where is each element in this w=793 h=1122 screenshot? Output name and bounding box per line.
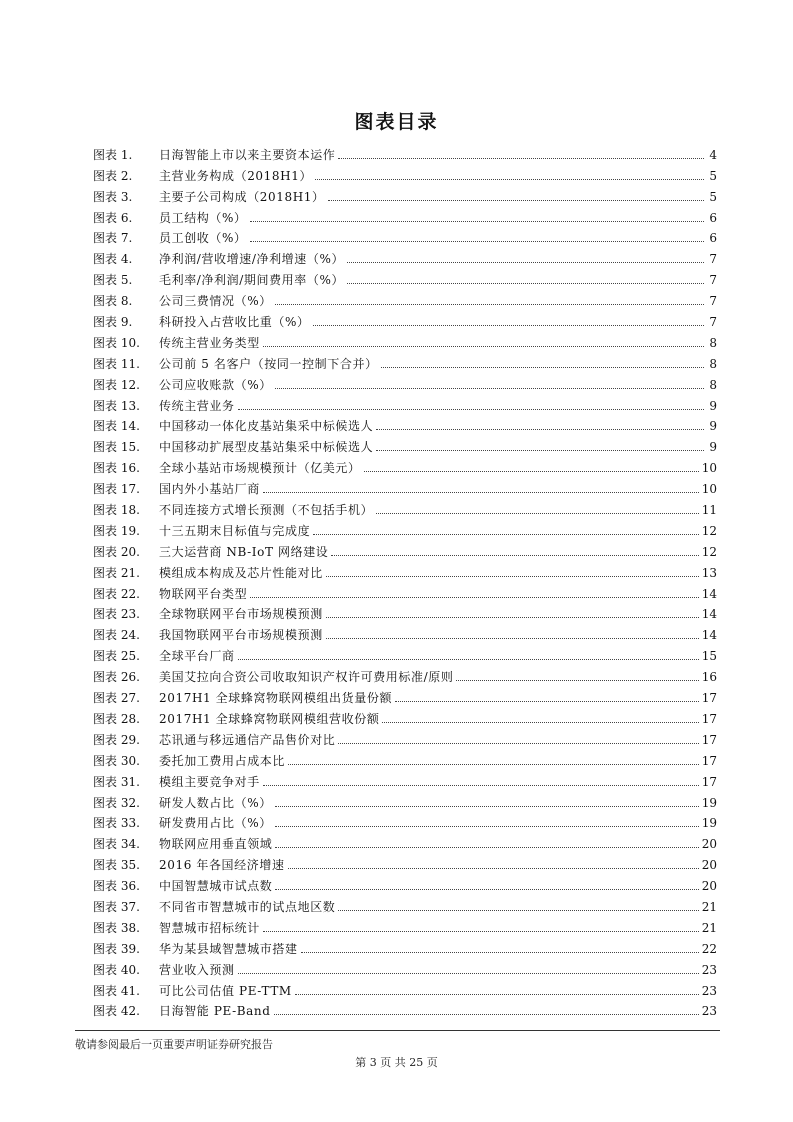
toc-entry[interactable] [93,956,717,977]
toc-entry[interactable] [93,684,717,705]
page-title: 图表目录 [354,111,439,133]
toc-entry-page: 19 [701,795,717,810]
toc-entry[interactable] [93,705,717,726]
toc-entry-page: 20 [701,879,717,894]
toc-entry-label: 图表 18. [93,503,140,518]
toc-entry-leader [326,638,699,639]
toc-entry-label: 图表 11. [93,356,140,371]
toc-entry-title: 公司应收账款（%） [159,377,272,392]
toc-entry-title: 传统主营业务 [159,398,235,413]
toc-entry-leader [275,304,704,305]
toc-entry-label: 图表 27. [93,691,140,706]
toc-entry-page: 23 [701,1004,717,1019]
toc-entry-title: 模组成本构成及芯片性能对比 [159,565,323,580]
page-number: 第 3 页 共 25 页 [355,1056,438,1069]
toc-entry-page: 14 [701,628,717,643]
toc-entry-title: 2017H1 全球蜂窝物联网模组营收份额 [159,711,380,726]
toc-entry-label: 图表 10. [93,335,140,350]
toc-entry-leader [295,994,699,995]
table-of-figures [93,141,717,1018]
toc-entry-label: 图表 15. [93,440,140,455]
toc-entry[interactable] [93,517,717,538]
toc-entry-label: 图表 24. [93,628,140,643]
toc-entry-page: 7 [709,252,717,267]
toc-entry[interactable] [93,914,717,935]
toc-entry-leader [275,826,699,827]
toc-entry-page: 15 [701,649,717,664]
toc-entry-leader [238,409,704,410]
toc-entry-title: 物联网平台类型 [159,586,248,601]
toc-entry-title: 国内外小基站厂商 [159,482,260,497]
toc-entry-page: 17 [701,711,717,726]
toc-entry-label: 图表 37. [93,899,140,914]
toc-entry[interactable] [93,245,717,266]
toc-entry-label: 图表 17. [93,482,140,497]
toc-entry[interactable] [93,601,717,622]
toc-entry-page: 23 [701,983,717,998]
toc-entry-title: 员工创收（%） [159,231,247,246]
toc-entry[interactable] [93,663,717,684]
toc-entry[interactable] [93,329,717,350]
toc-entry[interactable] [93,308,717,329]
toc-entry-label: 图表 9. [93,315,133,330]
toc-entry[interactable] [93,810,717,831]
toc-entry-label: 图表 29. [93,732,140,747]
toc-entry-title: 营业收入预测 [159,962,235,977]
toc-entry[interactable] [93,726,717,747]
toc-entry-title: 全球平台厂商 [159,649,235,664]
toc-entry-title: 科研投入占营收比重（%） [159,315,310,330]
toc-entry-leader [326,617,699,618]
toc-entry[interactable] [93,141,717,162]
toc-entry-label: 图表 21. [93,565,140,580]
toc-entry-label: 图表 40. [93,962,140,977]
toc-entry-page: 7 [709,315,717,330]
toc-entry-leader [376,513,699,514]
toc-entry[interactable] [93,559,717,580]
toc-entry-leader [382,722,698,723]
toc-entry[interactable] [93,413,717,434]
toc-entry-label: 图表 8. [93,294,133,309]
toc-entry-page: 17 [701,691,717,706]
toc-entry-leader [263,931,699,932]
toc-entry-title: 智慧城市招标统计 [159,920,260,935]
toc-entry-leader [381,367,704,368]
toc-entry-title: 公司前 5 名客户（按同一控制下合并） [159,356,378,371]
toc-entry-leader [275,889,698,890]
toc-entry-title: 传统主营业务类型 [159,335,260,350]
toc-entry[interactable] [93,642,717,663]
toc-entry-label: 图表 35. [93,858,140,873]
toc-entry[interactable] [93,287,717,308]
toc-entry[interactable] [93,621,717,642]
toc-entry-leader [301,952,699,953]
toc-entry-leader [250,597,699,598]
toc-entry-title: 主营业务构成（2018H1） [159,168,313,183]
toc-entry-page: 16 [701,670,717,685]
toc-entry-label: 图表 4. [93,252,133,267]
toc-entry-leader [288,868,699,869]
toc-entry-leader [376,429,704,430]
toc-entry-page: 6 [709,210,717,225]
toc-entry-label: 图表 12. [93,377,140,392]
toc-entry-leader [456,680,698,681]
toc-entry[interactable] [93,998,717,1019]
toc-entry-page: 20 [701,837,717,852]
toc-entry-label: 图表 30. [93,753,140,768]
toc-entry-label: 图表 41. [93,983,140,998]
toc-entry-label: 图表 14. [93,419,140,434]
footer-divider [75,1030,720,1031]
toc-entry-label: 图表 32. [93,795,140,810]
toc-entry[interactable] [93,162,717,183]
toc-entry[interactable] [93,225,717,246]
toc-entry-page: 17 [701,732,717,747]
footer-disclaimer: 敬请参阅最后一页重要声明证券研究报告 [75,1038,273,1051]
toc-entry-title: 可比公司估值 PE-TTM [159,983,292,998]
toc-entry-leader [326,576,699,577]
toc-entry-label: 图表 13. [93,398,140,413]
toc-entry-label: 图表 22. [93,586,140,601]
toc-entry-label: 图表 28. [93,711,140,726]
toc-entry-title: 2016 年各国经济增速 [159,858,285,873]
toc-entry[interactable] [93,893,717,914]
toc-entry-title: 研发费用占比（%） [159,816,272,831]
toc-entry-label: 图表 25. [93,649,140,664]
toc-entry[interactable] [93,183,717,204]
toc-entry-leader [275,388,704,389]
toc-entry-leader [313,325,704,326]
toc-entry-label: 图表 36. [93,879,140,894]
toc-entry[interactable] [93,538,717,559]
toc-entry-page: 13 [701,565,717,580]
toc-entry-title: 不同连接方式增长预测（不包括手机） [159,503,374,518]
toc-entry-title: 美国艾拉向合资公司收取知识产权许可费用标准/原则 [159,670,454,685]
toc-entry-page: 4 [709,147,717,162]
toc-entry[interactable] [93,371,717,392]
toc-entry-title: 十三五期末目标值与完成度 [159,523,311,538]
toc-entry-leader [263,492,699,493]
toc-entry-leader [395,701,699,702]
toc-entry[interactable] [93,350,717,371]
toc-entry-leader [263,346,704,347]
toc-entry-page: 21 [701,899,717,914]
toc-entry-leader [347,262,704,263]
toc-entry-label: 图表 2. [93,168,133,183]
toc-entry-leader [275,806,699,807]
toc-entry-title: 日海智能 PE-Band [159,1004,271,1019]
toc-entry-page: 9 [709,398,717,413]
toc-entry[interactable] [93,747,717,768]
toc-entry[interactable] [93,977,717,998]
toc-entry-title: 中国移动扩展型皮基站集采中标候选人 [159,440,374,455]
toc-entry-title: 毛利率/净利润/期间费用率（%） [159,273,345,288]
toc-entry[interactable] [93,789,717,810]
toc-entry-title: 中国智慧城市试点数 [159,879,273,894]
toc-entry[interactable] [93,935,717,956]
toc-entry[interactable] [93,392,717,413]
toc-entry[interactable] [93,851,717,872]
toc-entry-label: 图表 26. [93,670,140,685]
toc-entry-label: 图表 33. [93,816,140,831]
toc-entry-page: 12 [701,544,717,559]
toc-entry-leader [331,555,698,556]
toc-entry-title: 不同省市智慧城市的试点地区数 [159,899,336,914]
toc-entry-leader [238,973,699,974]
toc-entry[interactable] [93,580,717,601]
toc-entry-title: 日海智能上市以来主要资本运作 [159,147,336,162]
toc-entry-label: 图表 23. [93,607,140,622]
toc-entry[interactable] [93,830,717,851]
toc-entry-label: 图表 38. [93,920,140,935]
toc-entry[interactable] [93,872,717,893]
toc-entry-leader [313,534,699,535]
toc-entry-title: 研发人数占比（%） [159,795,272,810]
toc-entry[interactable] [93,454,717,475]
toc-entry-leader [250,221,704,222]
toc-entry-page: 11 [701,503,717,518]
toc-entry-title: 物联网应用垂直领域 [159,837,273,852]
toc-entry-page: 8 [709,356,717,371]
toc-entry-label: 图表 39. [93,941,140,956]
toc-entry-page: 5 [709,168,717,183]
toc-entry-page: 21 [701,920,717,935]
toc-entry-page: 10 [701,461,717,476]
toc-entry-title: 全球物联网平台市场规模预测 [159,607,323,622]
toc-entry-label: 图表 5. [93,273,133,288]
toc-entry[interactable] [93,433,717,454]
toc-entry-page: 14 [701,586,717,601]
toc-entry-label: 图表 31. [93,774,140,789]
toc-entry[interactable] [93,768,717,789]
toc-entry-page: 5 [709,189,717,204]
toc-entry-title: 公司三费情况（%） [159,294,272,309]
toc-entry-title: 模组主要竞争对手 [159,774,260,789]
toc-entry-leader [328,200,704,201]
toc-entry-title: 华为某县域智慧城市搭建 [159,941,298,956]
toc-entry-page: 10 [701,482,717,497]
toc-entry-page: 23 [701,962,717,977]
toc-entry-label: 图表 7. [93,231,133,246]
toc-entry-title: 2017H1 全球蜂窝物联网模组出货量份额 [159,691,393,706]
toc-entry-leader [275,847,698,848]
toc-entry-page: 8 [709,335,717,350]
toc-entry-leader [347,283,704,284]
toc-entry-leader [338,158,704,159]
toc-entry-label: 图表 20. [93,544,140,559]
toc-entry-leader [250,241,704,242]
toc-entry-title: 我国物联网平台市场规模预测 [159,628,323,643]
toc-entry-leader [338,910,698,911]
toc-entry-page: 8 [709,377,717,392]
toc-entry-page: 9 [709,440,717,455]
toc-entry-page: 6 [709,231,717,246]
toc-entry-page: 14 [701,607,717,622]
toc-entry-label: 图表 1. [93,147,133,162]
toc-entry-label: 图表 3. [93,189,133,204]
toc-entry-leader [238,659,699,660]
toc-entry-title: 中国移动一体化皮基站集采中标候选人 [159,419,374,434]
toc-entry-page: 20 [701,858,717,873]
toc-entry-title: 三大运营商 NB-IoT 网络建设 [159,544,329,559]
toc-entry-leader [263,785,699,786]
toc-entry-leader [338,743,698,744]
toc-entry-title: 芯讯通与移远通信产品售价对比 [159,732,336,747]
toc-entry-title: 员工结构（%） [159,210,247,225]
toc-entry-leader [364,471,699,472]
toc-entry-leader [376,450,704,451]
toc-entry-leader [288,764,699,765]
toc-entry-page: 17 [701,753,717,768]
toc-entry[interactable] [93,496,717,517]
toc-entry[interactable] [93,204,717,225]
toc-entry[interactable] [93,266,717,287]
toc-entry-label: 图表 34. [93,837,140,852]
toc-entry-title: 净利润/营收增速/净利增速（%） [159,252,345,267]
toc-entry-label: 图表 16. [93,461,140,476]
toc-entry-page: 7 [709,273,717,288]
toc-entry-page: 12 [701,523,717,538]
toc-entry-title: 全球小基站市场规模预计（亿美元） [159,461,361,476]
toc-entry-title: 主要子公司构成（2018H1） [159,189,325,204]
toc-entry-leader [315,179,704,180]
toc-entry-page: 19 [701,816,717,831]
toc-entry-leader [274,1014,699,1015]
toc-entry-title: 委托加工费用占成本比 [159,753,286,768]
toc-entry[interactable] [93,475,717,496]
toc-entry-label: 图表 42. [93,1004,140,1019]
toc-entry-page: 9 [709,419,717,434]
toc-entry-page: 7 [709,294,717,309]
toc-entry-label: 图表 19. [93,523,140,538]
toc-entry-page: 22 [701,941,717,956]
toc-entry-label: 图表 6. [93,210,133,225]
toc-entry-page: 17 [701,774,717,789]
